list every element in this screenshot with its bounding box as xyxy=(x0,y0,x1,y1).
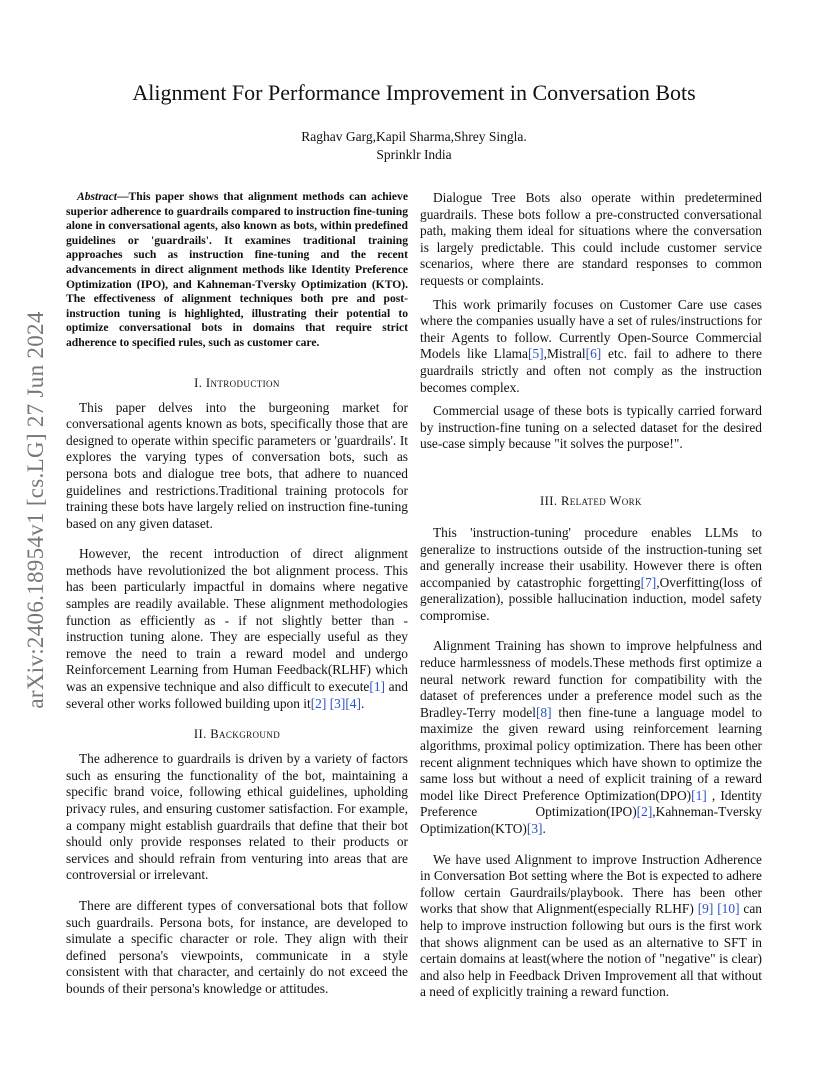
abstract-text: —This paper shows that alignment methods can achieve superior adherence to guardrails compared to instruction fine-tuning alone in conversational agents, also known as bots, within predefined guidelines or 'guardrails'. It examines traditional training approaches such as instruction fine-tuning and the recent advancements in direct alignment methods like Identity Preference Optimization (IPO), and Kahneman-Tversky Optimization (KTO). The effectiveness of alignment techniques both pre and post-instruction tuning is highlighted, illustrating their potential to optimize conversational bots in domains that require strict adherence to specified rules, such as customer care. xyxy=(66,190,408,349)
citation-link[interactable]: [10] xyxy=(717,901,740,917)
citation-link[interactable]: [6] xyxy=(585,346,602,362)
citation-link[interactable]: [5] xyxy=(528,346,544,362)
citation-link[interactable]: [2] xyxy=(310,695,327,711)
related-work-paragraph-2: Alignment Training has shown to improve helpfulness and reduce harmlessness of models.These methods first optimize a neural network reward function for compatibility with the dataset of preferences under a preference model such as the Bradley-Terry model[8] then fine-tune a language model to maximize the given reward using reinforcement learning algorithms, proximal policy optimization. There has been other recent alignment techniques which have shown to optimize the same loss but without a need of explicit training of a reward model like Direct Preference Optimization(DPO)[1] , Identity Preference Optimization(IPO)[2],Kahneman-Tversky Optimization(KTO)[3]. xyxy=(420,638,762,836)
paper-affiliation: Sprinklr India xyxy=(376,147,452,162)
right-paragraph-3: Commercial usage of these bots is typically carried forward by instruction-fine tuning on a selected dataset for the desired use-case simply because "it solves the purpose!". xyxy=(420,403,762,452)
citation-link[interactable]: [2] xyxy=(636,804,653,820)
citation-link[interactable]: [1] xyxy=(691,787,707,803)
citation-link[interactable]: [3] xyxy=(329,695,346,711)
arxiv-identifier: arXiv:2406.18954v1 [cs.LG] 27 Jun 2024 xyxy=(23,311,48,709)
abstract-lead: Abstract xyxy=(77,190,117,203)
related-work-paragraph-3: We have used Alignment to improve Instruction Adherence in Conversation Bot setting where the Bot is expected to adhere follow certain Gaurdrails/playbook. There has been other works that show that Alignment(especially RLHF) [9] [10] can help to improve instruction following but ours is the first work that shows alignment can be used as an alternative to SFT in certain domains at least(where the notion of "negative" is clear) and also help in Feedback Driven Improvement all that without a need of explicitly training a reward function. xyxy=(420,851,762,1000)
section-heading-introduction: I. Introduction xyxy=(194,375,280,390)
right-paragraph-1: Dialogue Tree Bots also operate within predetermined guardrails. These bots follow a pre-constructed conversational path, making them ideal for situations where the conversation is largely predictable. This could include customer service scenarios, where there are standard responses to common requests or complaints. xyxy=(420,190,762,288)
citation-link[interactable]: [1] xyxy=(369,679,386,695)
citation-link[interactable]: [8] xyxy=(535,704,552,720)
paper-title: Alignment For Performance Improvement in Conversation Bots xyxy=(132,80,696,105)
section-heading-background: II. Background xyxy=(193,727,281,742)
arxiv-sidebar xyxy=(16,290,56,730)
right-paragraph-2: This work primarily focuses on Customer Care use cases where the companies usually have a set of rules/instructions for their Agents to follow. Currently Open-Source Commercial Models like Llama[5],Mistral[6] etc. fail to adhere to there guardrails strictly and often not comply as the instruction becomes complex. xyxy=(420,296,762,395)
paper-authors: Raghav Garg,Kapil Sharma,Shrey Singla. xyxy=(301,129,527,144)
section-heading-related-work: III. Related Work xyxy=(540,493,642,508)
citation-link[interactable]: [3] xyxy=(526,821,543,836)
related-work-paragraph-1: This 'instruction-tuning' procedure enables LLMs to generalize to instructions outside of the instruction-tuning set and generally increase their usability. However there is often accompanied by catastrophic forgetting[7],Overfitting(loss of generalization), possible hallucination induction, model safety compromise. xyxy=(420,524,762,623)
intro-paragraph-1: This paper delves into the burgeoning market for conversational agents known as bots, specifically those that are designed to operate within specific parameters or 'guardrails'. It explores the varying types of conversation bots, such as persona bots and dialogue tree bots, that adhere to nuanced guidelines and restrictions.Traditional training protocols for training these bots have largely relied on instruction fine-tuning based on any given dataset. xyxy=(66,399,408,531)
right-column xyxy=(420,190,762,1001)
citation-link[interactable]: [9] xyxy=(697,901,714,917)
background-paragraph-1: The adherence to guardrails is driven by a variety of factors such as ensuring the functionality of the bot, maintaining a specific brand voice, following ethical guidelines, upholding privacy rules, and ensuring customer satisfaction. For example, a company might establish guardrails that define that their bot should only provide responses related to their products or services and should refrain from venturing into areas that are controversial or irrelevant. xyxy=(66,751,408,883)
citation-link[interactable]: [7] xyxy=(640,574,657,590)
intro-paragraph-2: However, the recent introduction of direct alignment methods have revolutionized the bot alignment process. This has been particularly impactful in domains where negative samples are readily available. These alignment methodologies function as efficiently as - if not slightly better than - instruction tuning alone. They are especially useful as they remove the need to train a reward model and undergo Reinforcement Learning from Human Feedback(RLHF) which was an expensive technique and also difficult to execute[1] and several other works followed building upon it[2] [3][4]. xyxy=(66,546,409,711)
background-paragraph-2: There are different types of conversational bots that follow such guardrails. Persona bots, for instance, are developed to simulate a specific character or role. They align with their defined persona's viewpoints, communicate in a style consistent with that character, and certainly do not exceed the bounds of their persona's knowledge or attitudes. xyxy=(66,897,408,996)
citation-link[interactable]: [4] xyxy=(345,695,361,711)
left-column xyxy=(66,190,408,998)
abstract xyxy=(66,190,408,351)
